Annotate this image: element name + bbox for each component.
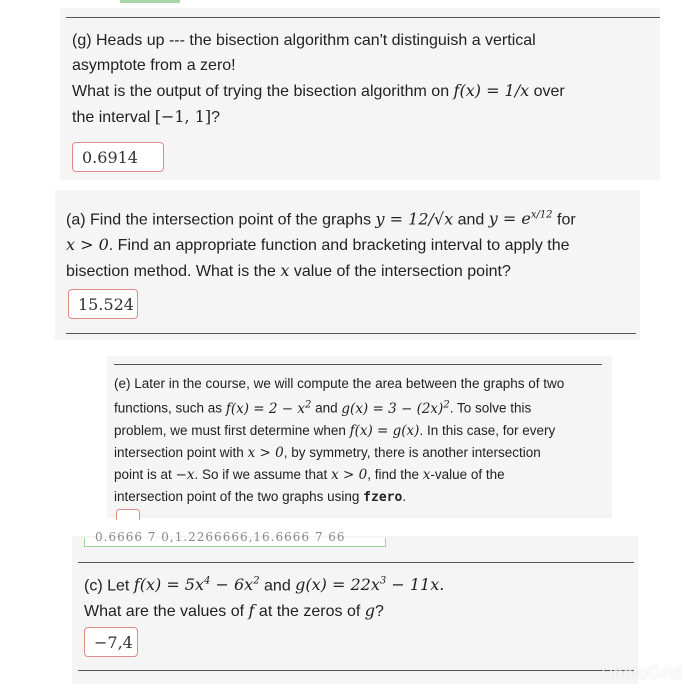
- question-e-line6: intersection point of the two graphs using fzero.: [114, 488, 407, 505]
- question-a-line2: x > 0. Find an appropriate function and bracketing interval to apply the: [66, 235, 570, 255]
- answer-strip-e-cut: 0.6666 7 0,1.2266666,16.6666 7 66: [84, 538, 386, 547]
- question-e-line4: intersection point with x > 0, by symmetry, there is another intersection: [114, 444, 541, 461]
- answer-box-e-top[interactable]: [116, 509, 140, 520]
- answer-box-g[interactable]: 0.6914: [72, 142, 164, 172]
- question-a-text: [66, 203, 636, 284]
- question-g-text: [72, 28, 652, 130]
- question-e-line1: (e) Later in the course, we will compute the area between the graphs of two: [114, 376, 565, 391]
- watermark-logo: PhotoGrid: [600, 663, 682, 683]
- divider: [114, 364, 602, 365]
- question-e-text: [114, 373, 609, 508]
- divider: [78, 670, 634, 671]
- question-c-line1: (c) Let $f(x) = 5x^4 - 6x^2$ and $g(x) = 22x^3 - 11x$.: [84, 575, 445, 595]
- divider: [66, 17, 660, 18]
- question-c-line2: What are the values of f at the zeros of g?: [84, 601, 384, 621]
- math-f-of-x: f(x) = 1/x: [453, 81, 530, 100]
- question-g-line3: What is the output of trying the bisection algorithm on f(x) = 1/x over: [72, 81, 565, 100]
- question-e-line3: problem, we must first determine when f(x) = g(x). In this case, for every: [114, 422, 556, 439]
- question-c-text: [84, 569, 634, 624]
- math-interval: [−1, 1]: [154, 107, 212, 126]
- answer-box-c[interactable]: −7,4: [84, 627, 138, 657]
- question-g-line1: (g) Heads up --- the bisection algorithm can't distinguish a vertical: [72, 32, 536, 49]
- divider: [78, 562, 634, 563]
- question-g-line4: the interval [−1, 1]?: [72, 107, 221, 126]
- divider: [66, 333, 636, 334]
- question-e-line5: point is at −x. So if we assume that x > 0, find the x-value of the: [114, 466, 505, 483]
- answer-box-a[interactable]: 15.524: [68, 289, 138, 319]
- question-e-line2: functions, such as $f(x) = 2 - x^2$ and $g(x) = 3 - (2x)^2$. To solve this: [114, 399, 532, 417]
- question-a-line3: bisection method. What is the x value of the intersection point?: [66, 261, 511, 281]
- code-fzero: fzero: [363, 489, 403, 505]
- question-a-line1: (a) Find the intersection point of the graphs y = 12/√x and $y = e^{x/12}$ for: [66, 209, 576, 229]
- question-g-line2: asymptote from a zero!: [72, 57, 236, 74]
- previous-answer-strip: [120, 0, 180, 3]
